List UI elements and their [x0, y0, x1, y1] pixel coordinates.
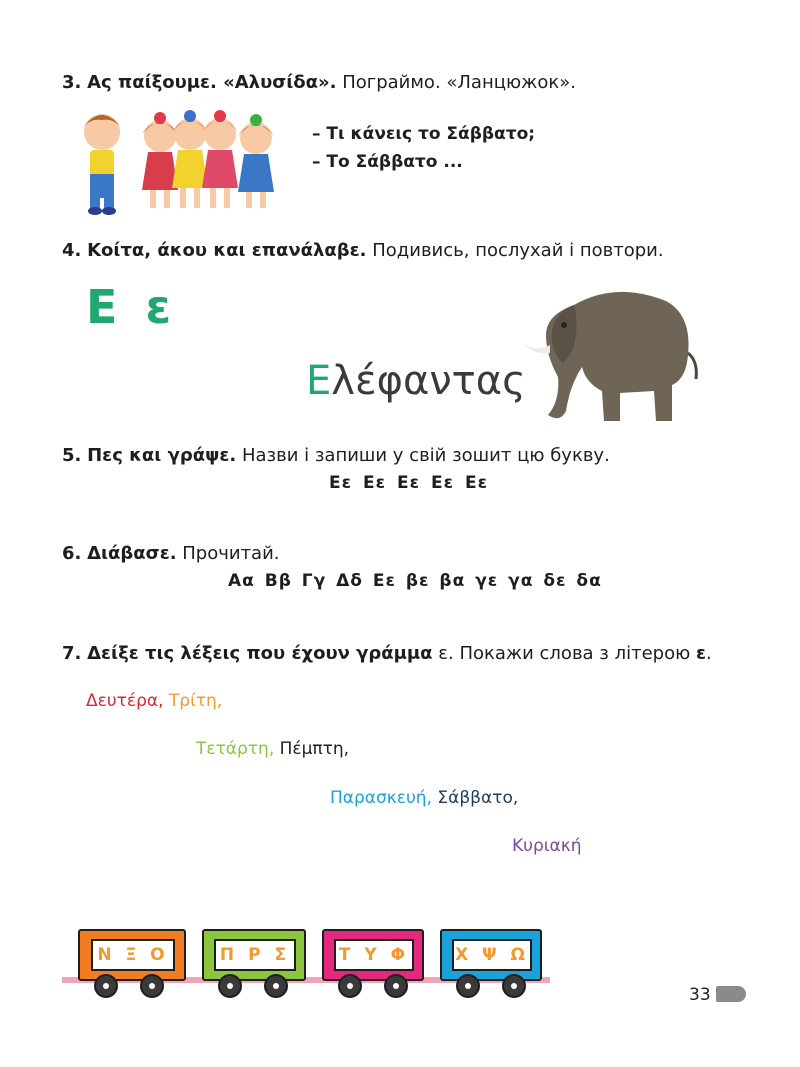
word-rest: λέφαντας	[331, 358, 526, 404]
wagon-1-label: Ν Ξ Ο	[91, 939, 175, 971]
dialog	[312, 120, 535, 176]
letter-practice: Εε Εε Εε Εε Εε	[329, 473, 489, 493]
day-monday: Δευτέρα,	[86, 691, 164, 711]
day-saturday: Σάββατο,	[437, 788, 519, 808]
child-girl-1	[142, 112, 178, 208]
exercise-title: Πες και γράψε.	[87, 445, 237, 466]
train-wheels	[62, 970, 550, 1002]
page-number-tab	[716, 986, 746, 1002]
child-girl-4	[238, 114, 274, 208]
exercise-translation: Назви і запиши у свій зошит цю букву.	[236, 445, 610, 466]
exercise-title: Κοίτα, άκου και επανάλαβε.	[87, 240, 367, 261]
exercise-number: 3.	[62, 72, 82, 93]
page-number: 33	[689, 985, 711, 1005]
days-row-3	[330, 788, 518, 808]
child-girl-2	[172, 110, 208, 208]
word-first-letter: Ε	[306, 358, 332, 404]
exercise-title-letter: ε.	[432, 643, 454, 664]
exercise-number: 4.	[62, 240, 82, 261]
exercise-translation: Прочитай.	[176, 543, 280, 564]
dialog-line-1: – Τι κάνεις το Σάββατο;	[312, 124, 536, 144]
exercise-translation: Подивись, послухай і повтори.	[366, 240, 664, 261]
exercise-translation-letter: ε	[695, 643, 707, 664]
day-wednesday: Τετάρτη,	[196, 739, 275, 759]
exercise-number: 7.	[62, 643, 82, 664]
wagon-4-label: Χ Ψ Ω	[452, 939, 532, 971]
child-girl-3	[202, 110, 238, 208]
exercise-number: 6.	[62, 543, 82, 564]
children-illustration	[78, 104, 278, 216]
day-tuesday: Τρίτη,	[168, 691, 223, 711]
days-row-4	[512, 836, 582, 856]
wagon-2-label: Π Ρ Σ	[214, 939, 296, 971]
day-friday: Παρασκευή,	[330, 788, 432, 808]
dialog-line-2: – Το Σάββατο ...	[312, 152, 463, 172]
exercise-3-heading	[62, 72, 576, 93]
exercise-number: 5.	[62, 445, 82, 466]
exercise-title: Διάβασε.	[87, 543, 177, 564]
day-thursday: Πέμπτη,	[279, 739, 350, 759]
letter-e-display: Ε ε	[86, 280, 178, 334]
exercise-title: Ας παίξουμε. «Αλυσίδα».	[87, 72, 337, 93]
day-sunday: Κυριακή	[512, 836, 582, 856]
exercise-translation: Пограймо. «Ланцюжок».	[336, 72, 576, 93]
exercise-7-heading	[62, 643, 712, 664]
exercise-translation: Покажи слова з літерою	[453, 643, 696, 664]
wagon-3-label: Τ Υ Φ	[334, 939, 414, 971]
exercise-title: Δείξε τις λέξεις που έχουν γράμμα	[87, 643, 433, 664]
exercise-5-heading	[62, 445, 610, 466]
word-elephant	[306, 358, 526, 404]
exercise-4-heading	[62, 240, 664, 261]
syllables-line: Αα Ββ Γγ Δδ Εε βε βα γε γα δε δα	[228, 571, 602, 591]
elephant-image	[516, 275, 700, 427]
days-row-1	[86, 691, 222, 711]
exercise-6-heading	[62, 543, 280, 564]
days-row-2	[196, 739, 349, 759]
child-boy	[84, 114, 120, 215]
exercise-translation-end: .	[706, 643, 712, 664]
